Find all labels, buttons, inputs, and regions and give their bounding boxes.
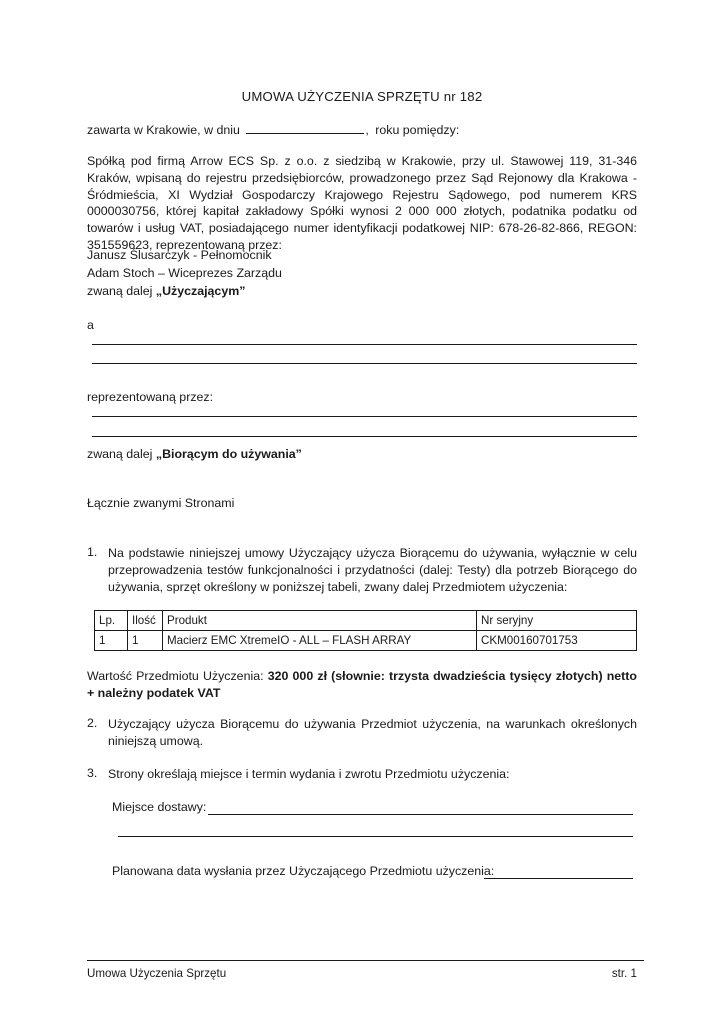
p2-number: 2. — [87, 716, 98, 730]
intro-suffix: roku pomiędzy: — [375, 123, 460, 137]
header-product: Produkt — [163, 611, 477, 631]
p1-number: 1. — [87, 545, 98, 559]
document-title: UMOWA UŻYCZENIA SPRZĘTU nr 182 — [241, 89, 483, 104]
paragraph-2: Użyczający użycza Biorącemu do używania Przedmiot użyczenia, na warunkach określonych niniejszą umową. — [108, 717, 637, 748]
cell-serial: CKM00160701753 — [477, 631, 637, 651]
borrower-designation: zwaną dalej „Biorącym do używania” — [87, 447, 302, 461]
lender-name: „Użyczającym” — [155, 284, 246, 298]
and-label: a — [87, 318, 94, 332]
representative-line-2[interactable] — [92, 436, 637, 437]
table-header-row — [95, 611, 637, 631]
footer-title: Umowa Użyczenia Sprzętu — [87, 967, 227, 980]
borrower-line-1[interactable] — [92, 344, 637, 345]
value-amount: 320 000 zł (słownie: trzysta dwadzieścia tysięcy złotych) netto + należny podatek VAT — [87, 669, 637, 700]
intro-line: zawarta w Krakowie, w dniu , roku pomiędzy: — [87, 123, 460, 137]
cell-qty: 1 — [128, 631, 163, 651]
delivery-line-1[interactable] — [208, 814, 633, 815]
table-row — [95, 631, 637, 651]
intro-prefix: zawarta w Krakowie, w dniu — [87, 123, 240, 137]
date-blank[interactable] — [246, 122, 364, 134]
value-statement: Wartość Przedmiotu Użyczenia: 320 000 zł (słownie: trzysta dwadzieścia tysięcy złotych) netto + należny podatek VAT — [87, 669, 637, 700]
header-serial: Nr seryjny — [477, 611, 637, 631]
delivery-label: Miejsce dostawy: — [112, 800, 207, 814]
paragraph-1: Na podstawie niniejszej umowy Użyczający użycza Biorącemu do używania, wyłącznie w celu przeprowadzenia testów funkcjonalności i przydatności (dalej: Testy) dla potrzeb Biorącego do używania, sprzęt określony w poniższej tabeli, zwany dalej Przedmiotem użyczenia: — [108, 546, 637, 594]
lender-designation: zwaną dalej „Użyczającym” — [87, 284, 246, 298]
items-table — [94, 610, 637, 651]
borrower-line-2[interactable] — [92, 363, 637, 364]
represented-by-label: reprezentowaną przez: — [87, 390, 214, 404]
footer-divider — [87, 960, 644, 961]
shipping-date-line[interactable] — [484, 878, 633, 879]
p3-number: 3. — [87, 766, 98, 780]
shipping-label: Planowana data wysłania przez Użyczającego Przedmiotu użyczenia: — [112, 864, 495, 878]
header-qty: Ilość — [128, 611, 163, 631]
representative-1: Janusz Ślusarczyk - Pełnomocnik — [87, 248, 272, 262]
representative-line-1[interactable] — [92, 416, 637, 417]
page-number: str. 1 — [611, 967, 637, 980]
cell-product: Macierz EMC XtremeIO - ALL – FLASH ARRAY — [163, 631, 477, 651]
cell-lp: 1 — [95, 631, 128, 651]
party1-description: Spółką pod firmą Arrow ECS Sp. z o.o. z siedzibą w Krakowie, przy ul. Stawowej 119, 31-346 Kraków, wpisaną do rejestru przedsiębiorców, prowadzonego przez Sąd Rejonowy dla Krakowa - Śródmieścia, XI Wydział Gospodarczy Krajowego Rejestru Sądowego, pod numerem KRS 0000030756, której kapitał zakładowy Spółki wynosi 2 000 000 złotych, podatnika podatku od towarów i usług VAT, posiadającego numer identyfikacji podatkowej NIP: 678-26-82-866, REGON: 351559623, reprezentowaną przez: — [87, 154, 637, 252]
header-lp: Lp. — [95, 611, 128, 631]
paragraph-3: Strony określają miejsce i termin wydania i zwrotu Przedmiotu użyczenia: — [108, 767, 510, 781]
representative-2: Adam Stoch – Wiceprezes Zarządu — [87, 266, 282, 280]
borrower-name: „Biorącym do używania” — [155, 447, 302, 461]
jointly-label: Łącznie zwanymi Stronami — [87, 496, 235, 510]
delivery-line-2[interactable] — [118, 836, 633, 837]
